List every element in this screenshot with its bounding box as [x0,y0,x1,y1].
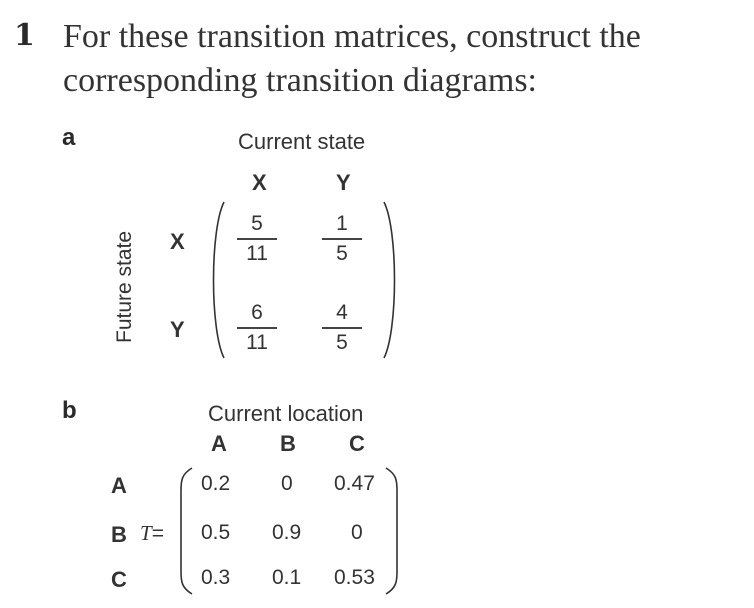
matrix-symbol: T [140,521,152,545]
question-text-line-2: corresponding transition diagrams: [63,62,538,99]
part-a-col-label-y: Y [336,170,351,195]
equals-sign: = [151,522,164,545]
question-number: 1 [14,18,35,53]
fraction-bar [237,238,277,240]
part-a-cell-x-x [237,212,277,266]
fraction-numerator: 4 [336,301,348,324]
part-b-matrix-name [140,521,164,546]
part-b-cell-a-c: 0.47 [334,472,375,495]
part-b-cell-c-c: 0.53 [334,566,375,589]
part-b-cell-b-c: 0 [351,521,363,544]
part-a-row-header: Future state [113,230,136,343]
part-b-cell-a-b: 0 [281,472,293,495]
part-a-right-paren [380,200,402,360]
part-a-cell-y-x [237,301,277,355]
part-b-cell-a-a: 0.2 [201,472,231,495]
fraction-bar [237,327,277,329]
part-a-label: a [62,124,76,151]
part-b-col-label-a: A [211,431,227,456]
part-b-row-label-b: B [111,522,127,547]
part-a-cell-x-y [322,212,362,266]
part-b-cell-c-b: 0.1 [272,566,302,589]
fraction-numerator: 5 [251,212,263,235]
part-b-cell-b-a: 0.5 [201,521,231,544]
part-a-col-label-x: X [252,170,267,195]
fraction-denominator: 11 [246,330,268,354]
fraction-numerator: 1 [336,212,348,235]
part-b-col-label-c: C [349,431,365,456]
part-b-label: b [62,397,77,424]
part-a-cell-y-y [322,301,362,355]
part-a-left-paren [206,200,228,360]
fraction-denominator: 11 [246,241,268,265]
fraction-denominator: 5 [336,241,348,265]
part-a-column-header: Current state [238,129,366,154]
part-b-cell-b-b: 0.9 [272,521,302,544]
question-text-line-1: For these transition matrices, construct the [63,18,641,55]
part-b-col-label-b: B [280,431,296,456]
part-a-row-label-x: X [170,229,185,254]
fraction-numerator: 6 [251,301,263,324]
part-b-right-paren [382,466,402,596]
part-b-left-paren [176,466,196,596]
part-a-row-label-y: Y [170,317,185,342]
fraction-bar [322,238,362,240]
fraction-denominator: 5 [336,330,348,354]
part-b-row-label-c: C [111,567,127,592]
part-b-cell-c-a: 0.3 [201,566,231,589]
part-b-column-header: Current location [208,401,364,426]
part-b-row-label-a: A [111,473,127,498]
fraction-bar [322,327,362,329]
